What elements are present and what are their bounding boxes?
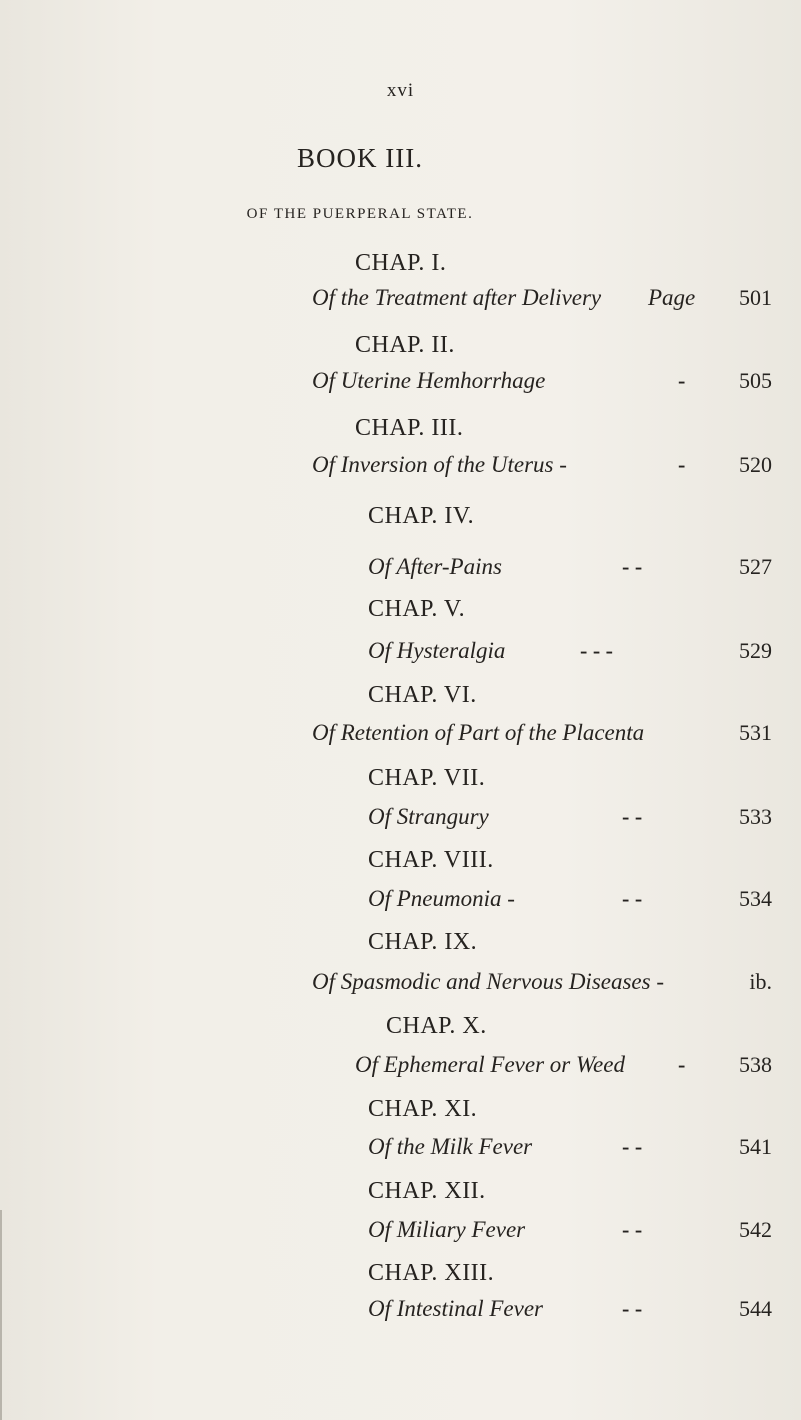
chapter-page: 527 bbox=[739, 554, 772, 579]
leader-dashes: - - bbox=[622, 1134, 643, 1159]
chapter-heading: CHAP. III. bbox=[355, 415, 464, 441]
leader-dashes: - bbox=[678, 452, 686, 477]
chapter-title: Of the Treatment after Delivery bbox=[312, 285, 602, 310]
chapter-page: 505 bbox=[739, 368, 772, 393]
page-number: xvi bbox=[386, 80, 415, 101]
chapter-heading: CHAP. XII. bbox=[368, 1178, 486, 1204]
leader-dashes: - - bbox=[622, 804, 643, 829]
chapter-title: Of Uterine Hemhorrhage bbox=[312, 368, 546, 393]
chapter-heading: CHAP. VII. bbox=[368, 765, 486, 791]
chapter-heading: CHAP. VIII. bbox=[368, 847, 494, 873]
page-label: Page bbox=[648, 285, 696, 310]
book-title: BOOK III. bbox=[297, 143, 423, 173]
chapter-page: 542 bbox=[739, 1217, 772, 1242]
chapter-title: Of Spasmodic and Nervous Diseases - bbox=[312, 969, 664, 994]
chapter-page: 544 bbox=[739, 1296, 772, 1321]
leader-dashes: - bbox=[678, 368, 686, 393]
chapter-heading: CHAP. XI. bbox=[368, 1096, 478, 1122]
chapter-heading: CHAP. IV. bbox=[368, 503, 475, 529]
chapter-page: 531 bbox=[739, 720, 772, 745]
chapter-title: Of After-Pains bbox=[368, 554, 502, 579]
page-edge-shadow bbox=[0, 1210, 2, 1420]
leader-dashes: - bbox=[678, 1052, 686, 1077]
chapter-page: 533 bbox=[739, 804, 772, 829]
chapter-heading: CHAP. V. bbox=[368, 596, 466, 622]
leader-dashes: - - bbox=[622, 1296, 643, 1321]
chapter-page: 529 bbox=[739, 638, 772, 663]
chapter-title: Of Pneumonia - bbox=[368, 886, 515, 911]
chapter-title: Of Retention of Part of the Placenta bbox=[312, 720, 645, 745]
chapter-page: ib. bbox=[749, 969, 772, 994]
chapter-title: Of Miliary Fever bbox=[368, 1217, 526, 1242]
chapter-page: 541 bbox=[739, 1134, 772, 1159]
chapter-heading: CHAP. II. bbox=[355, 332, 455, 358]
chapter-page: 534 bbox=[739, 886, 772, 911]
chapter-title: Of the Milk Fever bbox=[368, 1134, 533, 1159]
chapter-title: Of Ephemeral Fever or Weed bbox=[355, 1052, 625, 1077]
chapter-heading: CHAP. VI. bbox=[368, 682, 477, 708]
leader-dashes: - - bbox=[622, 554, 643, 579]
chapter-heading: CHAP. I. bbox=[355, 250, 447, 276]
chapter-page: 538 bbox=[739, 1052, 772, 1077]
chapter-title: Of Hysteralgia bbox=[368, 638, 506, 663]
chapter-title: Of Intestinal Fever bbox=[368, 1296, 544, 1321]
leader-dashes: - - bbox=[622, 1217, 643, 1242]
chapter-heading: CHAP. X. bbox=[386, 1013, 487, 1039]
chapter-page: 520 bbox=[739, 452, 772, 477]
book-subtitle: OF THE PUERPERAL STATE. bbox=[246, 206, 474, 222]
chapter-title: Of Strangury bbox=[368, 804, 489, 829]
chapter-heading: CHAP. XIII. bbox=[368, 1260, 495, 1286]
chapter-title: Of Inversion of the Uterus - bbox=[312, 452, 567, 477]
leader-dashes: - - bbox=[622, 886, 643, 911]
leader-dashes: - - - bbox=[580, 638, 613, 663]
chapter-page: 501 bbox=[739, 285, 772, 310]
chapter-heading: CHAP. IX. bbox=[368, 929, 478, 955]
